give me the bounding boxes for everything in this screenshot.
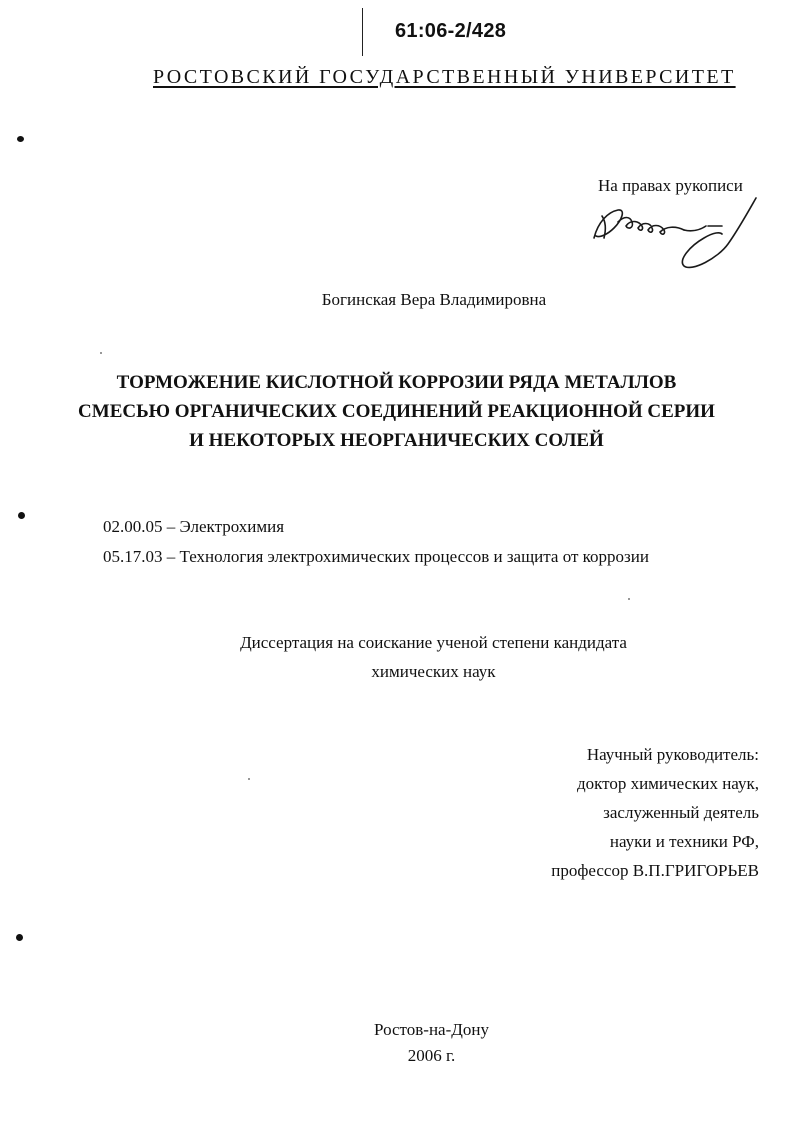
scientific-advisor [551,740,759,885]
scan-speck [17,136,24,142]
scan-dot [100,352,102,354]
specialty-code: 05.17.03 [103,547,163,566]
title-line: ТОРМОЖЕНИЕ КИСЛОТНОЙ КОРРОЗИИ РЯДА МЕТАЛЛОВ [116,372,677,393]
advisor-line: доктор химических наук, [576,774,759,793]
rights-note: На правах рукописи [598,176,743,195]
title-line: И НЕКОТОРЫХ НЕОРГАНИЧЕСКИХ СОЛЕЙ [189,430,604,451]
stamp-divider [362,8,363,56]
degree-statement [0,628,793,686]
scan-speck [16,934,23,941]
specialty-code: 02.00.05 [103,517,163,536]
title-line: СМЕСЬЮ ОРГАНИЧЕСКИХ СОЕДИНЕНИЙ РЕАКЦИОННОЙ СЕРИИ [78,401,715,422]
university-header: РОСТОВСКИЙ ГОСУДАРСТВЕННЫЙ УНИВЕРСИТЕТ [153,66,736,88]
advisor-line: Научный руководитель: [586,745,759,764]
specialty-name: Электрохимия [179,517,285,536]
specialty-list [103,512,649,572]
degree-line: Диссертация на соискание ученой степени кандидата [240,633,627,652]
advisor-line: заслуженный деятель [603,803,759,822]
specialty-dash: – [162,547,180,566]
specialty-name: Технология электрохимических процессов и защита от коррозии [179,547,649,566]
handwritten-signature [588,186,768,278]
author-name: Богинская Вера Владимировна [321,290,547,309]
advisor-line: профессор В.П.ГРИГОРЬЕВ [551,861,759,880]
dissertation-title [0,368,793,455]
specialty-item [103,512,649,542]
scan-dot [628,598,630,600]
degree-line: химических наук [371,662,496,681]
place-and-year [0,1017,793,1069]
scan-dot [248,778,250,780]
year: 2006 г. [407,1046,456,1065]
scan-speck [18,512,25,519]
specialty-dash: – [162,517,180,536]
specialty-item [103,542,649,572]
advisor-line: науки и техники РФ, [609,832,759,851]
archive-stamp: 61:06-2/428 [395,20,507,42]
city: Ростов-на-Дону [374,1020,489,1039]
